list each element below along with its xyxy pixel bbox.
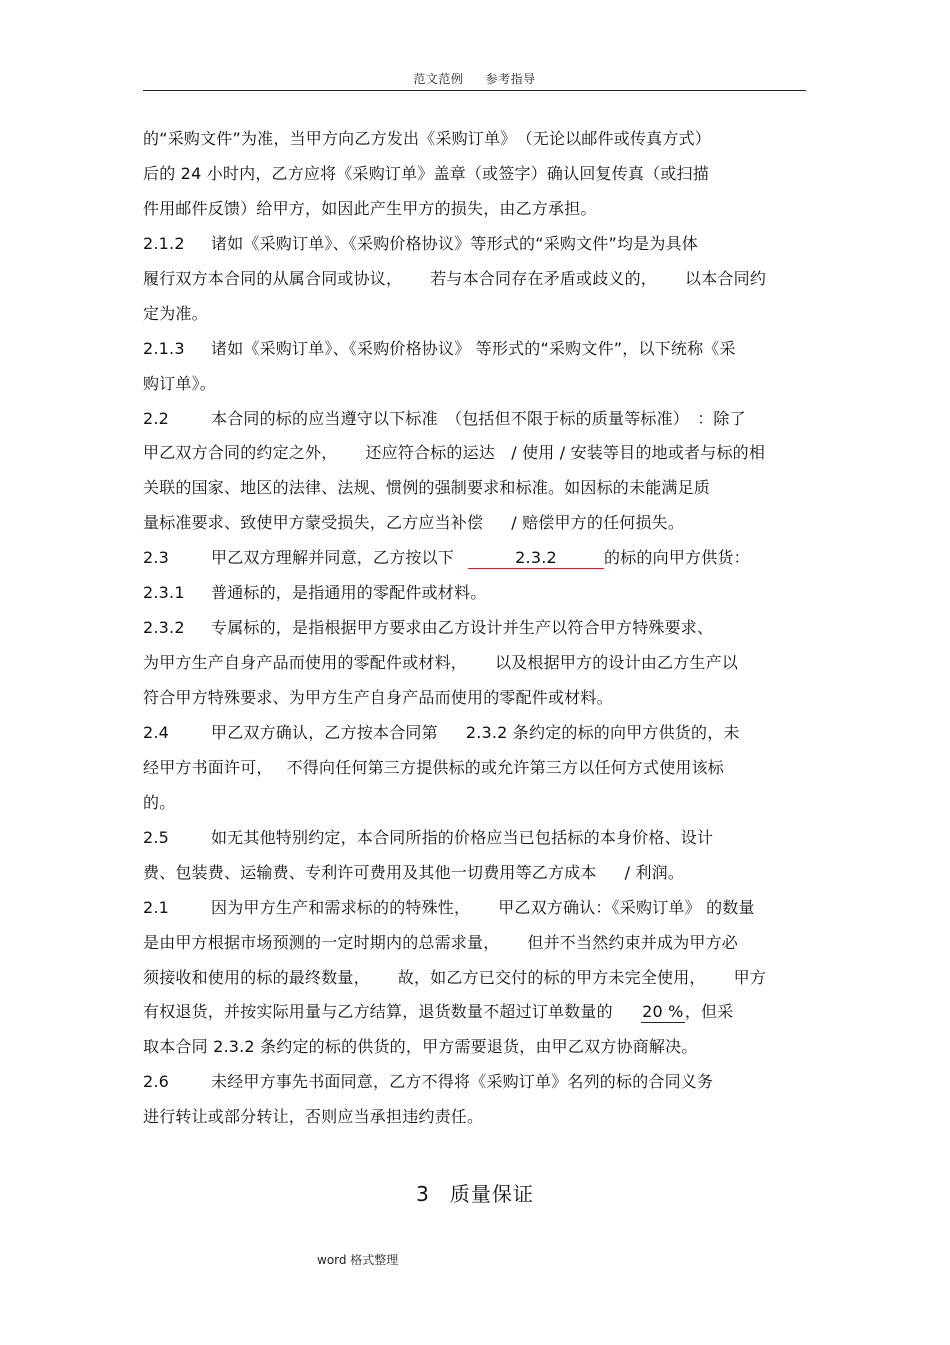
line-text: 进行转让或部分转让，否则应当承担违约责任。 <box>143 1107 484 1127</box>
line-text: 经甲方书面许可， <box>143 757 273 777</box>
clause-number: 2.2 <box>143 408 170 428</box>
line-text: 不得向任何第三方提供标的或允许第三方以任何方式使用该标 <box>286 757 725 777</box>
line-text: 以及根据甲方的设计由乙方生产以 <box>495 653 739 673</box>
header-text <box>143 70 806 87</box>
line-text: 2.3.2 条约定的标的向甲方供货的，未 <box>465 722 740 742</box>
clause-2-5 <box>143 821 808 856</box>
line-text: 甲乙双方合同的约定之外， <box>143 443 338 463</box>
clause-2-3 <box>143 541 808 576</box>
header-left: 范文范例 <box>413 72 464 86</box>
line-text: ，但采 <box>684 1002 734 1022</box>
clause-number: 2.6 <box>143 1072 170 1092</box>
text-line <box>143 157 808 192</box>
clause-2-1-3 <box>143 332 808 367</box>
line-text: 还应符合标的运达 / 使用 / 安装等目的地或者与标的相 <box>365 443 766 463</box>
line-text: 的“采购文件”为准，当甲方向乙方发出《采购订单》 （无论以邮件或传真方式） <box>143 129 711 148</box>
text-line <box>143 646 808 681</box>
clause-2-1-2 <box>143 227 808 262</box>
clause-2-1-repeat <box>143 891 808 926</box>
line-text: / 赔偿甲方的任何损失。 <box>511 513 685 533</box>
line-text: 甲方 <box>733 967 767 987</box>
section-title-text: 质量保证 <box>449 1182 534 1206</box>
text-line <box>143 961 808 996</box>
line-text: 符合甲方特殊要求、为甲方生产自身产品而使用的零配件或材料。 <box>143 688 613 707</box>
text-line <box>143 436 808 471</box>
line-text: 因为甲方生产和需求标的的特殊性， <box>211 897 471 917</box>
line-text: 但并不当然约束并成为甲方必 <box>527 932 739 952</box>
line-text: 故，如乙方已交付的标的甲方未完全使用， <box>397 967 706 987</box>
text-line <box>143 926 808 961</box>
line-text: 关联的国家、地区的法律、法规、惯例的强制要求和标准。如因标的未能满足质 <box>143 478 711 498</box>
line-text: 定为准。 <box>143 303 208 323</box>
document-body <box>143 122 808 1135</box>
clause-number: 2.1.3 <box>143 338 185 358</box>
header-right: 参考指导 <box>485 72 536 86</box>
clause-2-3-1 <box>143 576 808 611</box>
clause-2-2 <box>143 402 808 437</box>
line-text: 的标的向甲方供货： <box>604 548 750 568</box>
clause-number: 2.3.2 <box>143 618 185 638</box>
text-line <box>143 1100 808 1135</box>
text-line <box>143 192 808 227</box>
text-line <box>143 506 808 541</box>
line-text: 履行双方本合同的从属合同或协议， <box>143 268 403 288</box>
section-number: 3 <box>416 1182 430 1206</box>
line-text: 件用邮件反馈）给甲方，如因此产生甲方的损失，由乙方承担。 <box>143 198 597 218</box>
clause-2-3-2 <box>143 611 808 646</box>
line-text: 后的 24 小时内，乙方应将《采购订单》盖章（或签字）确认回复传真（或扫描 <box>143 163 709 183</box>
line-text: 本合同的标的应当遵守以下标准 （包括但不限于标的质量等标准） ：除了 <box>211 408 746 428</box>
section-heading <box>0 1178 950 1207</box>
clause-number: 2.3.1 <box>143 583 185 603</box>
text-line <box>143 751 808 786</box>
text-line <box>143 122 808 157</box>
line-text: 诸如《采购订单》、《采购价格协议》等形式的“采购文件”均是为具体 <box>211 233 698 253</box>
text-line <box>143 1030 808 1065</box>
text-line <box>143 856 808 891</box>
line-text: 取本合同 2.3.2 条约定的标的供货的，甲方需要退货，由甲乙双方协商解决。 <box>143 1037 698 1057</box>
line-text: 若与本合同存在矛盾或歧义的， <box>430 268 658 288</box>
line-text: 为甲方生产自身产品而使用的零配件或材料， <box>143 653 468 673</box>
text-line <box>143 681 808 716</box>
line-text: / 利润。 <box>624 862 685 882</box>
text-line <box>143 786 808 821</box>
clause-number: 2.3 <box>143 548 170 568</box>
clause-number: 2.1.2 <box>143 233 185 253</box>
text-line <box>143 262 808 297</box>
text-line <box>143 995 808 1030</box>
text-line <box>143 367 808 402</box>
line-text: 甲乙双方确认：《采购订单》 的数量 <box>498 897 755 917</box>
text-line <box>143 297 808 332</box>
clause-number: 2.5 <box>143 827 170 847</box>
text-line <box>143 471 808 506</box>
line-text: 费、包装费、运输费、专利许可费用及其他一切费用等乙方成本 <box>143 862 597 882</box>
line-text: 诸如《采购订单》、《采购价格协议》 等形式的“采购文件”，以下统称《采 <box>211 338 736 358</box>
underlined-fill-in: 2.3.2 <box>468 548 604 569</box>
clause-2-4 <box>143 716 808 751</box>
line-text: 有权退货，并按实际用量与乙方结算，退货数量不超过订单数量的 <box>143 1002 613 1022</box>
clause-number: 2.4 <box>143 722 170 742</box>
page-footer: word 格式整理 <box>317 1253 399 1267</box>
line-text: 须接收和使用的标的最终数量， <box>143 967 370 987</box>
line-text: 专属标的，是指根据甲方要求由乙方设计并生产以符合甲方特殊要求、 <box>211 618 714 638</box>
line-text: 的。 <box>143 792 176 812</box>
line-text: 购订单》。 <box>143 373 217 393</box>
page-header <box>143 66 806 91</box>
line-text: 未经甲方事先书面同意，乙方不得将《采购订单》名列的标的合同义务 <box>211 1072 714 1092</box>
line-text: 甲乙双方确认，乙方按本合同第 <box>211 722 438 742</box>
line-text: 如无其他特别约定，本合同所指的价格应当已包括标的本身价格、设计 <box>211 827 714 847</box>
line-text: 甲乙双方理解并同意，乙方按以下 <box>211 548 455 568</box>
line-text: 量标准要求、致使甲方蒙受损失，乙方应当补偿 <box>143 513 484 533</box>
underlined-percentage: 20 % <box>642 1002 684 1022</box>
clause-2-6 <box>143 1065 808 1100</box>
line-text: 普通标的，是指通用的零配件或材料。 <box>211 583 487 603</box>
line-text: 是由甲方根据市场预测的一定时期内的总需求量， <box>143 932 500 952</box>
clause-number: 2.1 <box>143 897 170 917</box>
line-text: 以本合同约 <box>685 268 767 288</box>
